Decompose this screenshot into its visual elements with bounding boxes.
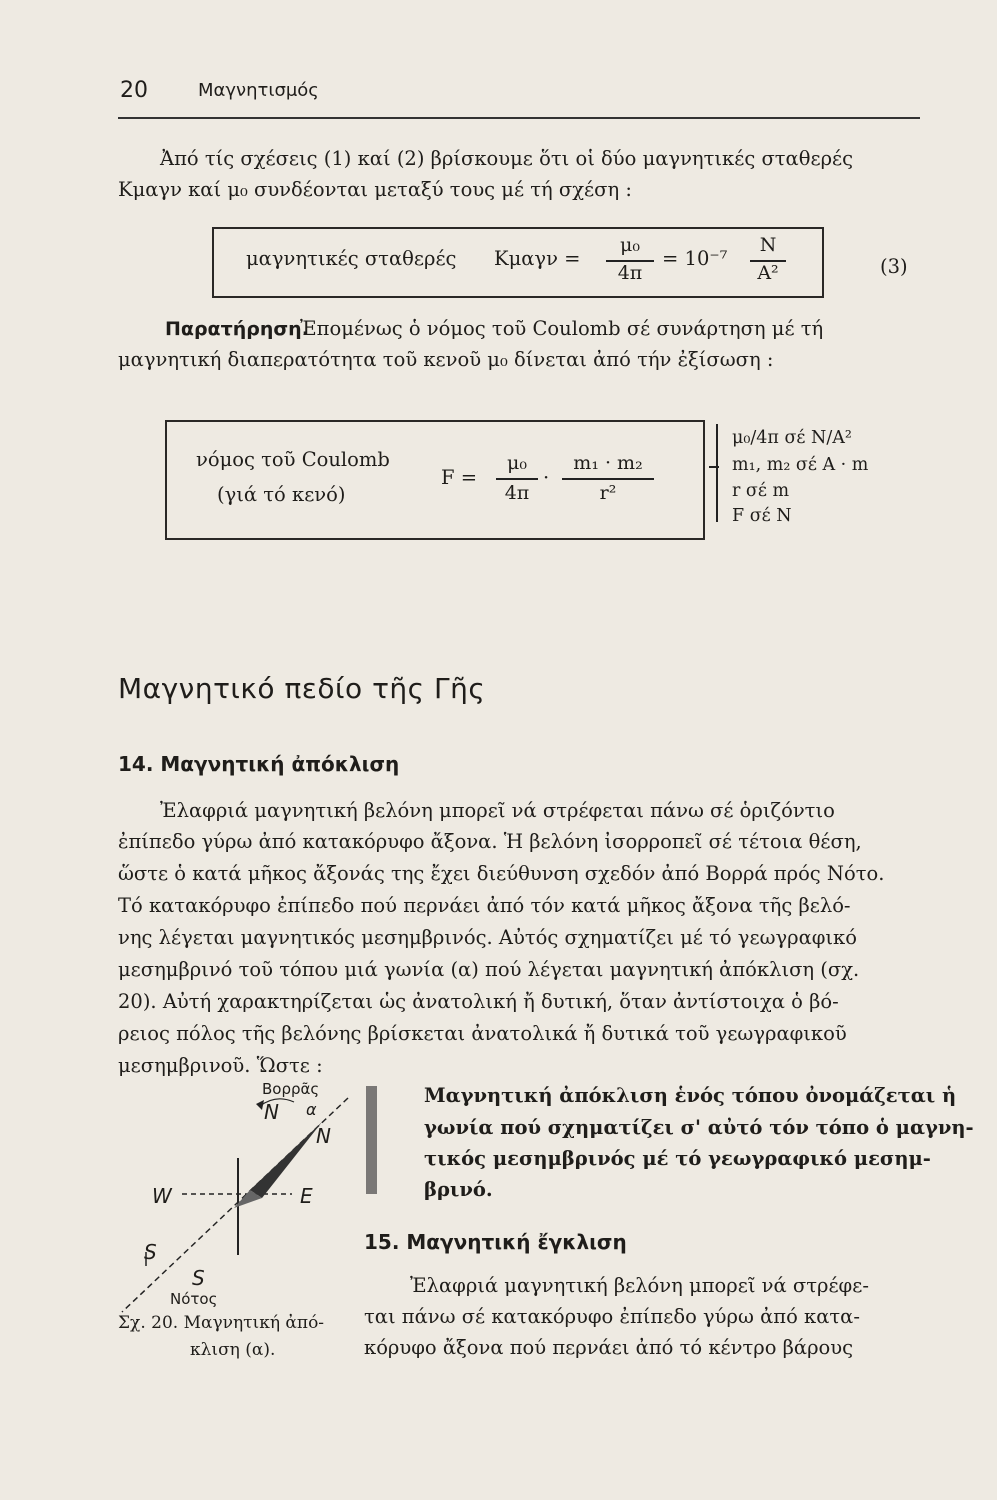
- formula2-den2: r²: [599, 482, 617, 504]
- s15-line-2: ται πάνω σέ κατακόρυφο ἐπίπεδο γύρω ἀπό κατα-: [364, 1305, 860, 1328]
- definition-line-2: γωνία πού σχηματίζει σ' αὐτό τόν τόπο ὁ μαγνη-: [424, 1116, 974, 1139]
- figure-north-label: Βορρᾶς: [262, 1080, 320, 1098]
- section-15-heading: 15. Μαγνητική ἔγκλιση: [364, 1230, 627, 1254]
- formula1-den: 4π: [617, 262, 643, 284]
- units-brace: [716, 424, 718, 522]
- intro-line-1: Ἀπό τίς σχέσεις (1) καί (2) βρίσκουμε ὅτι οἱ δύο μαγνητικές σταθερές: [160, 147, 854, 170]
- unit-line-4: F σέ N: [732, 506, 792, 526]
- formula2-den: 4π: [504, 482, 530, 504]
- section-title: Μαγνητικό πεδίο τῆς Γῆς: [118, 672, 486, 705]
- s14-line-6: μεσημβρινό τοῦ τόπου μιά γωνία (α) πού λέγεται μαγνητική ἀπόκλιση (σχ.: [118, 958, 860, 981]
- figure-caption-line-1: Σχ. 20. Μαγνητική ἀπό-: [118, 1313, 325, 1333]
- declination-diagram: [110, 1080, 360, 1320]
- formula2-num2: m₁ · m₂: [573, 452, 643, 474]
- s14-line-9: μεσημβρινοῦ. Ὥστε :: [118, 1054, 323, 1077]
- unit-line-3: r σέ m: [732, 481, 790, 501]
- formula1-num: μ₀: [620, 234, 640, 256]
- s14-line-7: 20). Αὐτή χαρακτηρίζεται ὡς ἀνατολική ἤ δυτική, ὅταν ἀντίστοιχα ὁ βό-: [118, 990, 839, 1013]
- s14-line-8: ρειος πόλος τῆς βελόνης βρίσκεται ἀνατολικά ἤ δυτικά τοῦ γεωγραφικοῦ: [118, 1022, 847, 1045]
- definition-line-1: Μαγνητική ἀπόκλιση ἑνός τόπου ὀνομάζεται ἡ: [424, 1084, 957, 1107]
- definition-line-4: βρινό.: [424, 1178, 493, 1201]
- formula1-eq: = 10⁻⁷: [662, 247, 728, 270]
- formula2-dot: ·: [543, 466, 550, 489]
- formula1-lhs: Κμαγν =: [494, 247, 581, 270]
- figure-alpha: α: [306, 1100, 317, 1119]
- formula2-label1: νόμος τοῦ Coulomb: [196, 448, 390, 471]
- formula2-lhs: F =: [441, 466, 478, 489]
- s14-line-3: ὥστε ὁ κατά μῆκος ἄξονάς της ἔχει διεύθυνση σχεδόν ἀπό Βορρά πρός Νότο.: [118, 862, 885, 885]
- definition-line-3: τικός μεσημβρινός μέ τό γεωγραφικό μεσημ-: [424, 1147, 931, 1170]
- formula2-bar1: [496, 478, 538, 480]
- figure-caption-line-2: κλιση (α).: [190, 1340, 276, 1360]
- s15-line-3: κόρυφο ἄξονα πού περνάει ἀπό τό κέντρο βάρους: [364, 1336, 854, 1359]
- running-title: Μαγνητισμός: [198, 80, 319, 101]
- figure-N: N: [264, 1100, 279, 1124]
- figure-south-label: Νότος: [170, 1290, 218, 1308]
- header-rule: [118, 117, 920, 119]
- unit-line-2: m₁, m₂ σέ A · m: [732, 455, 869, 475]
- formula1-number: (3): [880, 255, 908, 278]
- s14-line-1: Ἐλαφριά μαγνητική βελόνη μπορεῖ νά στρέφεται πάνω σέ ὁριζόντιο: [160, 799, 835, 822]
- note-label: Παρατήρηση.: [165, 318, 309, 340]
- figure-S2: S: [192, 1266, 205, 1290]
- formula2-num: μ₀: [507, 452, 527, 474]
- definition-bar: [366, 1086, 377, 1194]
- s14-line-5: νης λέγεται μαγνητικός μεσημβρινός. Αὐτός σχηματίζει μέ τό γεωγραφικό: [118, 926, 857, 949]
- formula-box-coulomb: [165, 420, 705, 540]
- page-number: 20: [120, 78, 148, 103]
- formula1-unit-den: A²: [757, 262, 779, 284]
- figure-N2: N: [316, 1124, 331, 1148]
- figure-E: E: [300, 1184, 313, 1208]
- unit-line-1: μ₀/4π σέ N/A²: [732, 428, 852, 448]
- s14-line-2: ἐπίπεδο γύρω ἀπό κατακόρυφο ἄξονα. Ἡ βελόνη ἰσορροπεῖ σέ τέτοια θέση,: [118, 830, 862, 853]
- note-line-2: μαγνητική διαπερατότητα τοῦ κενοῦ μ₀ δίνεται ἀπό τήν ἐξίσωση :: [118, 348, 774, 371]
- angle-arrowhead: [256, 1100, 264, 1110]
- units-brace-tip: [709, 466, 719, 468]
- figure-S: S: [144, 1240, 157, 1264]
- formula1-unit-num: N: [759, 234, 777, 256]
- formula1-label: μαγνητικές σταθερές: [246, 247, 457, 270]
- s14-line-4: Τό κατακόρυφο ἐπίπεδο πού περνάει ἀπό τόν κατά μῆκος ἄξονα τῆς βελό-: [118, 894, 851, 917]
- s15-line-1: Ἐλαφριά μαγνητική βελόνη μπορεῖ νά στρέφε-: [410, 1274, 869, 1297]
- formula2-label2: (γιά τό κενό): [217, 483, 346, 506]
- intro-line-2: Κμαγν καί μ₀ συνδέονται μεταξύ τους μέ τή σχέση :: [118, 178, 632, 201]
- note-line-1: Ἐπομένως ὁ νόμος τοῦ Coulomb σέ συνάρτηση μέ τή: [300, 317, 824, 340]
- section-14-heading: 14. Μαγνητική ἀπόκλιση: [118, 752, 400, 776]
- formula2-bar2: [562, 478, 654, 480]
- figure-W: W: [152, 1184, 172, 1208]
